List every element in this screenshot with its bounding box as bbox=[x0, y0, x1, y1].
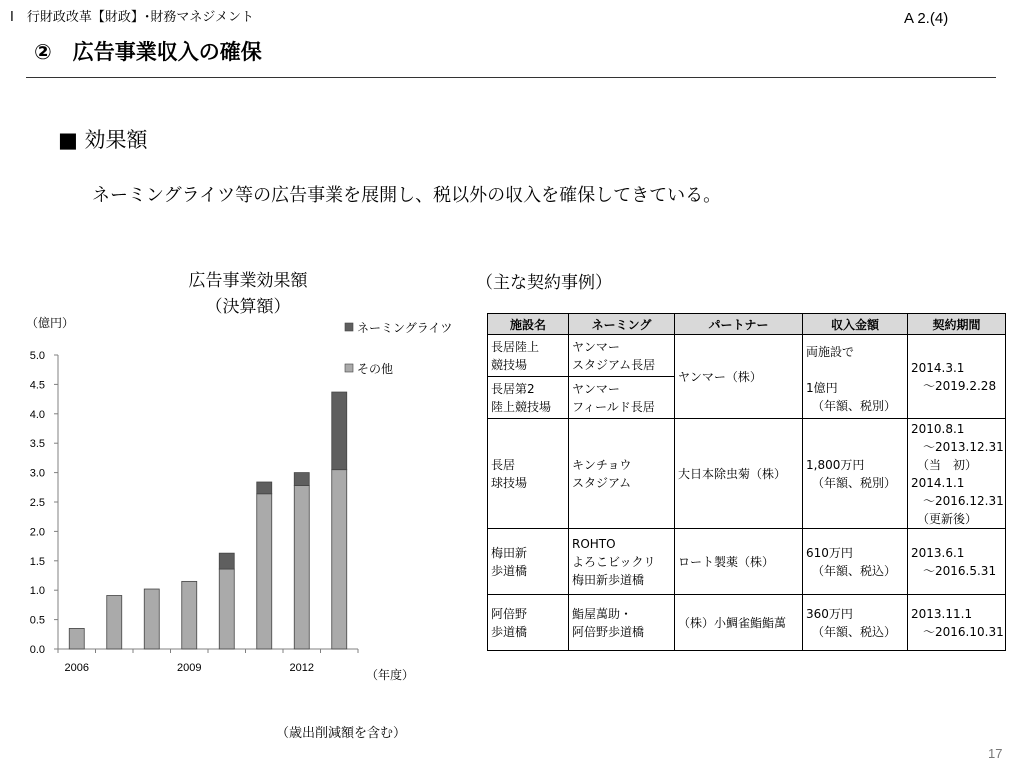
bar-2009-その他 bbox=[182, 581, 197, 649]
contracts-heading: （主な契約事例） bbox=[476, 273, 612, 293]
slide-title: ② 広告事業収入の確保 bbox=[34, 40, 262, 64]
table-row bbox=[488, 595, 1006, 651]
facility-cell bbox=[488, 335, 569, 377]
bar-2011-ネーミングライツ bbox=[257, 482, 272, 494]
y-tick-label: 0.0 bbox=[29, 644, 45, 656]
y-tick-label: 0.5 bbox=[29, 614, 45, 627]
y-tick-label: 4.5 bbox=[29, 379, 45, 392]
section-label: Ⅰ 行財政改革【財政】･財務マネジメント bbox=[10, 10, 254, 25]
header-period: 契約期間 bbox=[908, 314, 1006, 335]
page-code: A 2.(4) bbox=[904, 10, 949, 27]
effect-heading: ■ 効果額 bbox=[58, 128, 148, 152]
facility-name: 梅田新 歩道橋 bbox=[491, 545, 528, 578]
y-tick-label: 2.5 bbox=[29, 497, 45, 509]
naming-name: ヤンマー フィールド長居 bbox=[572, 381, 655, 414]
partner-cell bbox=[675, 335, 803, 419]
amount-cell bbox=[803, 595, 908, 651]
period-value: 2010.8.1 ～2013.12.31 （当 初） 2014.1.1 ～2016.12.31 （更新後） bbox=[911, 421, 1004, 526]
partner-cell bbox=[675, 529, 803, 595]
bar-2010-ネーミングライツ bbox=[219, 553, 234, 569]
facility-name: 長居 球技場 bbox=[491, 457, 528, 490]
table-header-row bbox=[488, 314, 1006, 335]
amount-cell bbox=[803, 335, 908, 419]
naming-cell bbox=[569, 419, 675, 529]
bar-2012-ネーミングライツ bbox=[294, 473, 309, 486]
partner-name: ロート製薬（株） bbox=[678, 554, 775, 569]
header-partner: パートナー bbox=[675, 314, 803, 335]
y-axis-unit-label: （億円） bbox=[26, 316, 75, 330]
title-divider bbox=[26, 77, 996, 78]
amount-value: 360万円 （年額、税込） bbox=[806, 606, 897, 639]
y-tick-label: 3.0 bbox=[29, 467, 45, 480]
naming-cell bbox=[569, 335, 675, 377]
y-tick-label: 1.0 bbox=[29, 585, 45, 598]
bar-2007-その他 bbox=[107, 595, 122, 649]
amount-value: 1,800万円 （年額、税別） bbox=[806, 457, 897, 490]
bar-2013-その他 bbox=[332, 470, 347, 649]
bar-2013-ネーミングライツ bbox=[332, 392, 347, 470]
naming-name: 鮨屋萬助・ 阿倍野歩道橋 bbox=[572, 606, 645, 639]
naming-cell bbox=[569, 529, 675, 595]
page-number: 17 bbox=[988, 746, 1003, 761]
y-tick-label: 4.0 bbox=[29, 408, 45, 421]
legend-swatch bbox=[345, 364, 353, 372]
period-cell bbox=[908, 335, 1006, 419]
legend-label: その他 bbox=[357, 362, 394, 376]
contract-table bbox=[487, 313, 1006, 651]
chart-title: 広告事業効果額 bbox=[188, 271, 308, 291]
facility-cell bbox=[488, 419, 569, 529]
period-cell bbox=[908, 595, 1006, 651]
bar-2010-その他 bbox=[219, 569, 234, 649]
legend-label: ネーミングライツ bbox=[357, 321, 453, 335]
partner-cell bbox=[675, 595, 803, 651]
x-tick-label: 2006 bbox=[64, 662, 89, 674]
partner-name: 大日本除虫菊（株） bbox=[678, 466, 787, 481]
naming-name: キンチョウ スタジアム bbox=[572, 457, 632, 490]
naming-cell bbox=[569, 377, 675, 419]
period-value: 2013.11.1 ～2016.10.31 bbox=[911, 606, 1004, 639]
period-cell bbox=[908, 529, 1006, 595]
legend-swatch bbox=[345, 323, 353, 331]
facility-name: 長居第2 陸上競技場 bbox=[491, 381, 552, 414]
table-row bbox=[488, 529, 1006, 595]
partner-name: ヤンマー（株） bbox=[678, 369, 762, 384]
naming-cell bbox=[569, 595, 675, 651]
facility-cell bbox=[488, 377, 569, 419]
period-cell bbox=[908, 419, 1006, 529]
table-row bbox=[488, 335, 1006, 377]
x-axis-label: （年度） bbox=[366, 668, 415, 682]
bar-2008-その他 bbox=[144, 589, 159, 649]
y-tick-label: 3.5 bbox=[29, 438, 45, 451]
naming-name: ヤンマー スタジアム長居 bbox=[572, 339, 656, 372]
header-facility: 施設名 bbox=[488, 314, 569, 335]
table-row bbox=[488, 419, 1006, 529]
amount-value: 両施設で 1億円 （年額、税別） bbox=[806, 345, 897, 413]
y-tick-label: 5.0 bbox=[29, 350, 45, 362]
bar-2011-その他 bbox=[257, 494, 272, 649]
y-tick-label: 1.5 bbox=[29, 555, 45, 568]
bar-2006-その他 bbox=[69, 628, 84, 649]
header-naming: ネーミング bbox=[569, 314, 675, 335]
naming-name: ROHTO よろこビックリ 梅田新歩道橋 bbox=[572, 536, 656, 587]
header-amount: 収入金額 bbox=[803, 314, 908, 335]
bar-2012-その他 bbox=[294, 486, 309, 649]
facility-name: 阿倍野 歩道橋 bbox=[491, 606, 528, 639]
amount-cell bbox=[803, 419, 908, 529]
amount-value: 610万円 （年額、税込） bbox=[806, 545, 897, 578]
x-tick-label: 2009 bbox=[177, 662, 202, 674]
partner-name: （株）小鯛雀鮨鮨萬 bbox=[678, 615, 787, 630]
y-tick-label: 2.0 bbox=[29, 526, 45, 539]
period-value: 2014.3.1 ～2019.2.28 bbox=[911, 360, 997, 393]
facility-name: 長居陸上 競技場 bbox=[491, 339, 540, 372]
facility-cell bbox=[488, 595, 569, 651]
chart-footnote: （歳出削減額を含む） bbox=[276, 726, 407, 741]
x-tick-label: 2012 bbox=[289, 662, 314, 674]
effect-bar-chart bbox=[0, 300, 480, 700]
effect-description: ネーミングライツ等の広告事業を展開し、税以外の収入を確保してきている。 bbox=[92, 185, 722, 206]
partner-cell bbox=[675, 419, 803, 529]
amount-cell bbox=[803, 529, 908, 595]
facility-cell bbox=[488, 529, 569, 595]
period-value: 2013.6.1 ～2016.5.31 bbox=[911, 545, 997, 578]
chart-subtitle: （決算額） bbox=[205, 297, 291, 317]
